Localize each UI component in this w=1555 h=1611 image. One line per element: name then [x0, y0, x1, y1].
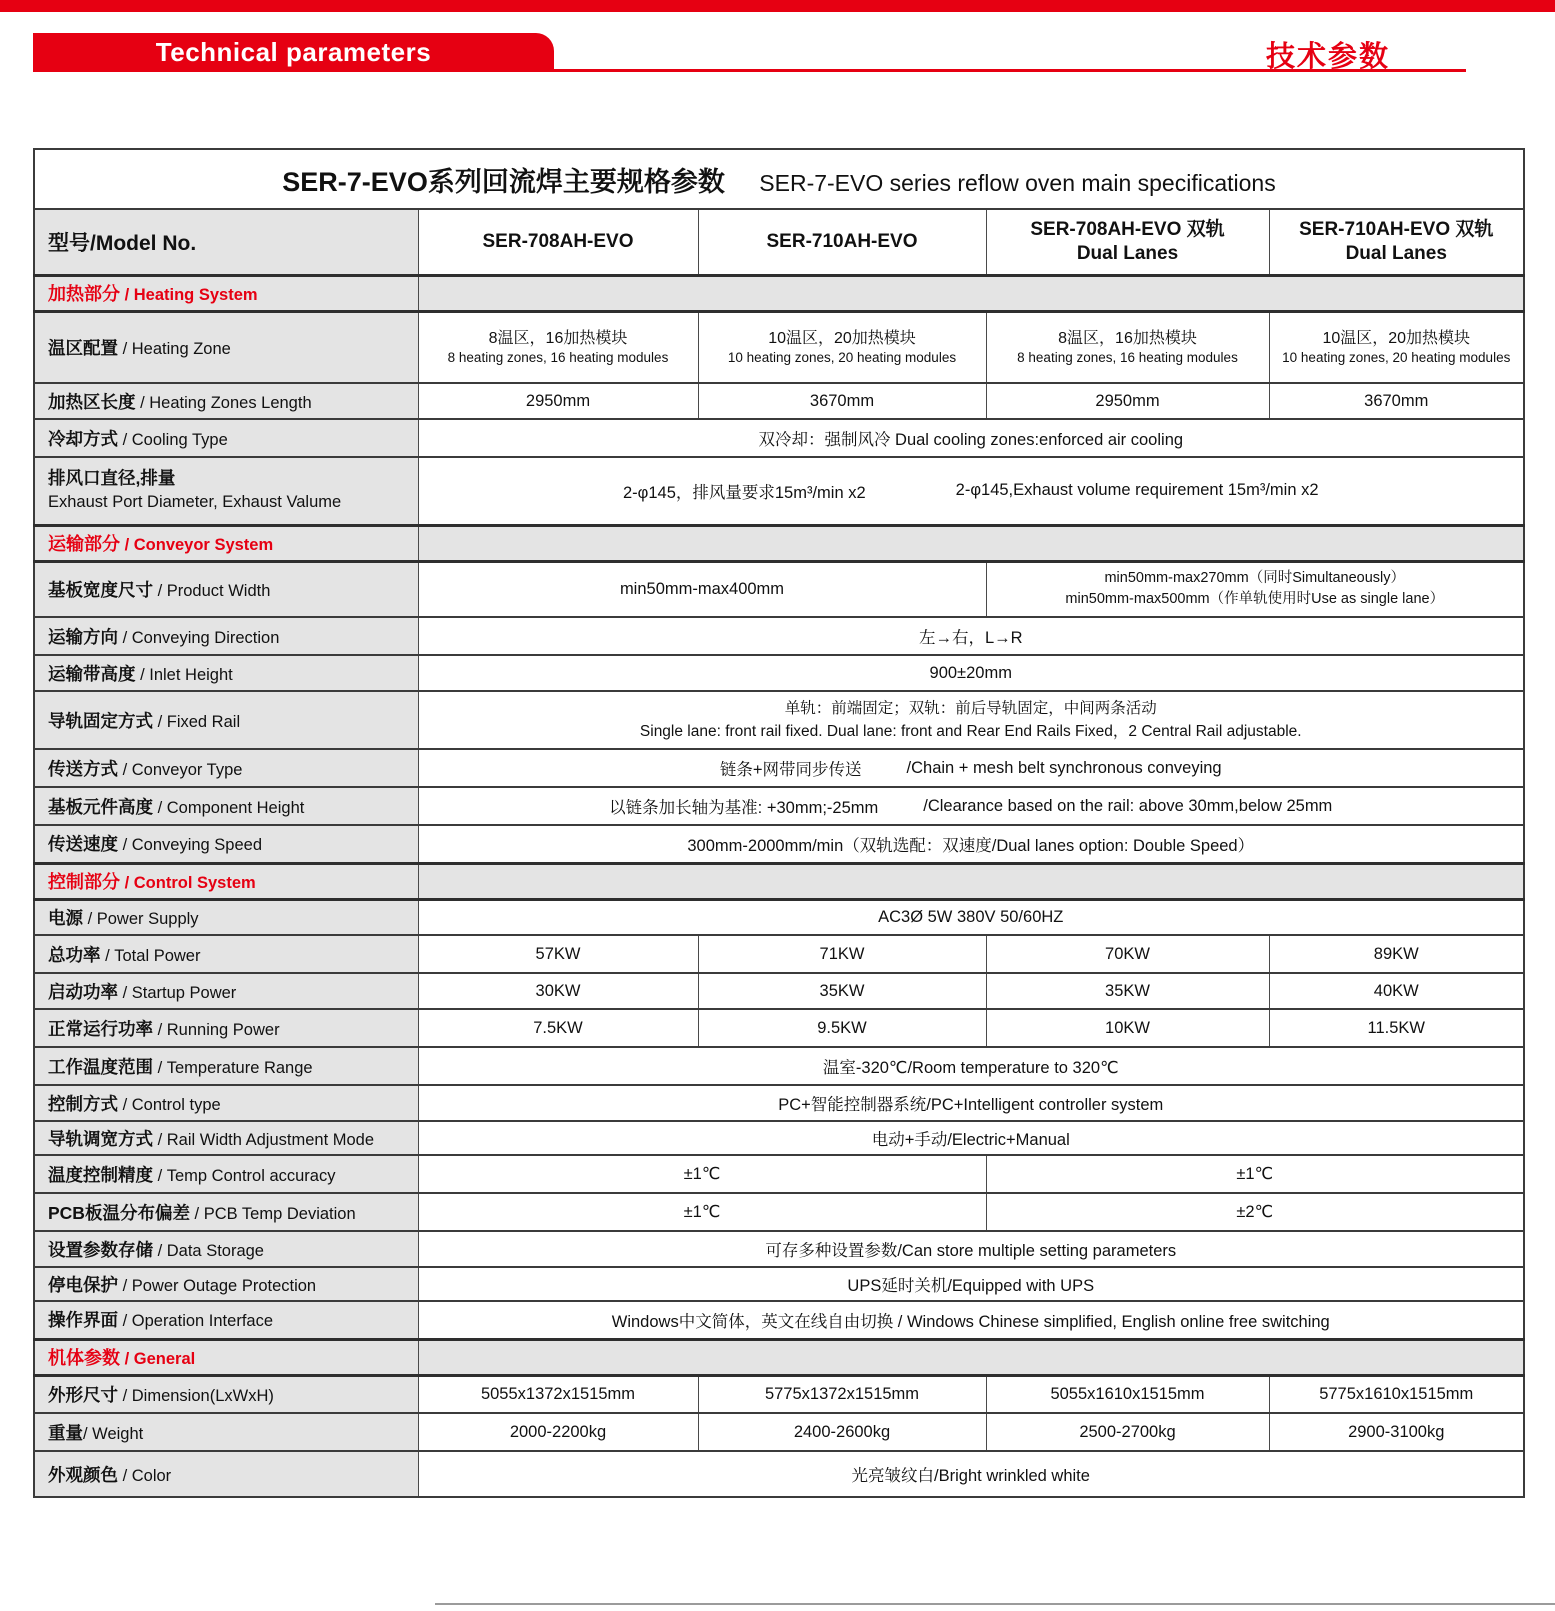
- spec-table: [33, 148, 1525, 1498]
- spec-label: [34, 1413, 418, 1451]
- spec-value-part: /Clearance based on the rail: above 30mm,below 25mm: [923, 796, 1333, 815]
- section-title-en: / General: [120, 1350, 196, 1368]
- spec-value: 30KW: [418, 973, 698, 1009]
- spec-value: 5775x1610x1515mm: [1269, 1375, 1524, 1413]
- section-title: [34, 275, 418, 311]
- spec-value: [418, 749, 1524, 787]
- spec-label-cn: PCB板温分布偏差: [48, 1202, 190, 1223]
- model-name-line: Dual Lanes: [1345, 242, 1447, 264]
- spec-label-en: / Data Storage: [153, 1241, 264, 1260]
- model-name-line: SER-708AH-EVO 双轨: [1030, 219, 1225, 240]
- spec-label-en: / Control type: [118, 1095, 221, 1114]
- spec-label-en: / Temp Control accuracy: [153, 1166, 336, 1185]
- tab-title-en: Technical parameters: [155, 37, 432, 67]
- spec-label-cn: 外形尺寸: [48, 1384, 118, 1405]
- spec-value: 89KW: [1269, 935, 1524, 973]
- spec-row-rail-width-adjustment-mode: [34, 1121, 1524, 1155]
- spec-row-power-supply: [34, 899, 1524, 935]
- section-title-cn: 机体参数: [48, 1348, 120, 1368]
- spec-value-line: 10温区，20加热模块: [1322, 330, 1471, 348]
- spec-value: PC+智能控制器系统/PC+Intelligent controller system: [418, 1085, 1524, 1121]
- spec-value: [418, 311, 698, 383]
- spec-label: [34, 617, 418, 655]
- spec-value: ±1℃: [418, 1155, 986, 1193]
- spec-row-cooling-type: [34, 419, 1524, 457]
- spec-label-en: / Color: [118, 1466, 172, 1485]
- spec-row-operation-interface: [34, 1301, 1524, 1339]
- spec-value: 71KW: [698, 935, 986, 973]
- spec-value: 35KW: [986, 973, 1269, 1009]
- spec-value: 11.5KW: [1269, 1009, 1524, 1047]
- spec-label-cn: 重量: [48, 1422, 83, 1443]
- spec-value: 5775x1372x1515mm: [698, 1375, 986, 1413]
- spec-row-control-type: [34, 1085, 1524, 1121]
- spec-value: 10KW: [986, 1009, 1269, 1047]
- spec-row-color: [34, 1451, 1524, 1497]
- spec-row-conveying-direction: [34, 617, 1524, 655]
- spec-label-cn: 加热区长度: [48, 391, 136, 412]
- table-title-cn: SER-7-EVO系列回流焊主要规格参数: [282, 166, 725, 197]
- spec-label-cn: 温区配置: [48, 337, 118, 358]
- spec-row-dimension-lxwxh: [34, 1375, 1524, 1413]
- section-tab: [33, 33, 554, 72]
- spec-label-en: / Power Supply: [83, 909, 199, 928]
- spec-label: [34, 655, 418, 691]
- spec-value: 3670mm: [1269, 383, 1524, 419]
- spec-value-line: 8 heating zones, 16 heating modules: [1017, 349, 1238, 365]
- spec-row-total-power: [34, 935, 1524, 973]
- section-title: [34, 525, 418, 561]
- section-title-en: / Heating System: [120, 286, 258, 304]
- model-column-header: [986, 209, 1269, 275]
- spec-label: [34, 935, 418, 973]
- spec-row-temp-control-accuracy: [34, 1155, 1524, 1193]
- model-column-header: [1269, 209, 1524, 275]
- spec-label-en: / Heating Zone: [118, 339, 231, 358]
- spec-label-en: / Operation Interface: [118, 1312, 274, 1331]
- spec-label: [34, 1085, 418, 1121]
- spec-label: [34, 1267, 418, 1301]
- table-title-en: SER-7-EVO series reflow oven main specifications: [759, 169, 1276, 196]
- spec-label: [34, 1047, 418, 1085]
- spec-value-line: 8温区，16加热模块: [488, 330, 628, 348]
- spec-row-temperature-range: [34, 1047, 1524, 1085]
- spec-row-conveying-speed: [34, 825, 1524, 863]
- spec-value: [418, 787, 1524, 825]
- spec-label: [34, 973, 418, 1009]
- spec-value: Windows中文简体，英文在线自由切换 / Windows Chinese simplified, English online free switching: [418, 1301, 1524, 1339]
- spec-label: [34, 1193, 418, 1231]
- spec-label-cn: 控制方式: [48, 1093, 118, 1114]
- spec-label-en: / Fixed Rail: [153, 712, 241, 731]
- spec-label-cn: 冷却方式: [48, 428, 118, 449]
- spec-label-cn: 正常运行功率: [48, 1018, 153, 1039]
- spec-label-cn: 操作界面: [48, 1310, 118, 1331]
- spec-row-weight: [34, 1413, 1524, 1451]
- spec-value-line: 单轨：前端固定；双轨：前后导轨固定，中间两条活动: [784, 699, 1157, 717]
- spec-value-line: 8温区，16加热模块: [1058, 330, 1197, 348]
- spec-label-cn: 导轨固定方式: [48, 710, 153, 731]
- model-no-label: 型号/Model No.: [34, 209, 418, 275]
- spec-label: [34, 825, 418, 863]
- section-title-en: / Conveyor System: [120, 536, 274, 554]
- spec-label-cn: 电源: [48, 907, 83, 928]
- spec-label: [34, 1451, 418, 1497]
- spec-label-en: / Product Width: [153, 581, 271, 600]
- spec-value: 2900-3100kg: [1269, 1413, 1524, 1451]
- spec-label: [34, 1375, 418, 1413]
- model-name-line: Dual Lanes: [1076, 242, 1179, 264]
- spec-value: 温室-320℃/Room temperature to 320℃: [418, 1047, 1524, 1085]
- spec-value: 35KW: [698, 973, 986, 1009]
- spec-value-part: 链条+网带同步传送: [719, 761, 862, 779]
- spec-label-cn: 运输方向: [48, 626, 118, 647]
- spec-label-cn: 温度控制精度: [48, 1164, 153, 1185]
- spec-label-en: / Power Outage Protection: [118, 1276, 317, 1295]
- spec-label-en: / Inlet Height: [135, 665, 233, 684]
- spec-value-part: 2-φ145，排风量要求15m³/min x2: [622, 483, 866, 502]
- spec-label: [34, 561, 418, 617]
- spec-value: 9.5KW: [698, 1009, 986, 1047]
- spec-label-en: / Heating Zones Length: [135, 393, 312, 412]
- spec-value: 2000-2200kg: [418, 1413, 698, 1451]
- spec-label-cn: 基板宽度尺寸: [48, 579, 153, 600]
- spec-label-en: / Conveyor Type: [118, 760, 243, 779]
- section-fill: [418, 525, 1524, 561]
- spec-label-en: Exhaust Port Diameter, Exhaust Valume: [48, 493, 342, 512]
- section-row-control-system: [34, 863, 1524, 899]
- spec-label-en: / Conveying Direction: [118, 628, 280, 647]
- spec-label-en: / Total Power: [100, 946, 201, 965]
- table-title-row: [34, 149, 1524, 209]
- spec-value: 双冷却：强制风冷 Dual cooling zones:enforced air cooling: [418, 419, 1524, 457]
- spec-value: 左→右，L→R: [418, 617, 1524, 655]
- spec-label: [34, 457, 418, 525]
- spec-row-pcb-temp-deviation: [34, 1193, 1524, 1231]
- section-title: [34, 1339, 418, 1375]
- spec-row-fixed-rail: [34, 691, 1524, 749]
- spec-value: 40KW: [1269, 973, 1524, 1009]
- spec-label-cn: 设置参数存储: [48, 1239, 153, 1260]
- spec-value-line: min50mm-max270mm（同时Simultaneously）: [1104, 569, 1406, 586]
- spec-value: [418, 457, 1524, 525]
- page-header: [0, 0, 1555, 72]
- spec-label-en: / Weight: [83, 1424, 144, 1443]
- model-name-line: SER-710AH-EVO: [766, 230, 918, 252]
- spec-value: 光亮皱纹白/Bright wrinkled white: [418, 1451, 1524, 1497]
- spec-value-line: min50mm-max500mm（作单轨使用时Use as single lane）: [1065, 591, 1445, 608]
- tab-title-cn: 技术参数: [1265, 41, 1390, 73]
- spec-value: 5055x1372x1515mm: [418, 1375, 698, 1413]
- spec-label-en: / Dimension(LxWxH): [118, 1386, 274, 1405]
- spec-value: ±1℃: [418, 1193, 986, 1231]
- spec-value: [1269, 311, 1524, 383]
- spec-value-part: /Chain + mesh belt synchronous conveying: [906, 758, 1222, 777]
- spec-value: 7.5KW: [418, 1009, 698, 1047]
- spec-row-startup-power: [34, 973, 1524, 1009]
- section-row-heating-system: [34, 275, 1524, 311]
- section-title-cn: 控制部分: [48, 872, 120, 892]
- spec-value: 2950mm: [986, 383, 1269, 419]
- spec-row-product-width: [34, 561, 1524, 617]
- spec-value-line: Single lane: front rail fixed. Dual lane: front and Rear End Rails Fixed，2 Central Rail adjustable.: [639, 723, 1302, 740]
- spec-row-heating-zone: [34, 311, 1524, 383]
- spec-label-en: / Conveying Speed: [118, 836, 263, 855]
- spec-label: [34, 383, 418, 419]
- spec-value-pair: [425, 794, 1518, 818]
- spec-value: 5055x1610x1515mm: [986, 1375, 1269, 1413]
- model-column-header: [418, 209, 698, 275]
- model-column-header: [698, 209, 986, 275]
- spec-row-heating-zones-length: [34, 383, 1524, 419]
- spec-label-cn: 传送速度: [48, 834, 118, 855]
- spec-label-cn: 外观颜色: [48, 1464, 118, 1485]
- section-title-cn: 运输部分: [48, 534, 120, 554]
- spec-label: [34, 749, 418, 787]
- spec-row-component-height: [34, 787, 1524, 825]
- spec-label-en: / Component Height: [153, 798, 305, 817]
- spec-label-en: / Temperature Range: [153, 1058, 313, 1077]
- spec-label-en: / Cooling Type: [118, 430, 228, 449]
- spec-label-cn: 排风口直径,排量: [48, 468, 176, 489]
- spec-value: 电动+手动/Electric+Manual: [418, 1121, 1524, 1155]
- spec-label-cn: 工作温度范围: [48, 1056, 153, 1077]
- spec-value-line: 8 heating zones, 16 heating modules: [447, 349, 669, 365]
- spec-label: [34, 787, 418, 825]
- spec-row-conveyor-type: [34, 749, 1524, 787]
- spec-value: 2950mm: [418, 383, 698, 419]
- spec-label: [34, 1231, 418, 1267]
- spec-label: [34, 1121, 418, 1155]
- spec-label-en: / Running Power: [153, 1020, 280, 1039]
- spec-label: [34, 419, 418, 457]
- spec-row-running-power: [34, 1009, 1524, 1047]
- spec-value: ±1℃: [986, 1155, 1524, 1193]
- spec-label-cn: 总功率: [48, 944, 101, 965]
- model-name-line: SER-708AH-EVO: [482, 230, 634, 252]
- spec-value-pair: [425, 479, 1518, 503]
- spec-value: [986, 311, 1269, 383]
- table-title: [34, 149, 1524, 209]
- spec-value-pair: [425, 756, 1518, 780]
- model-header-row: [34, 209, 1524, 275]
- spec-value: 2400-2600kg: [698, 1413, 986, 1451]
- spec-value: 70KW: [986, 935, 1269, 973]
- spec-value: 900±20mm: [418, 655, 1524, 691]
- section-fill: [418, 275, 1524, 311]
- spec-value: ±2℃: [986, 1193, 1524, 1231]
- spec-value: 3670mm: [698, 383, 986, 419]
- spec-row-exhaust-port-diameter-exhaust-valume: [34, 457, 1524, 525]
- spec-row-inlet-height: [34, 655, 1524, 691]
- spec-label: [34, 1301, 418, 1339]
- spec-label-cn: 传送方式: [48, 758, 118, 779]
- spec-value-line: 10 heating zones, 20 heating modules: [727, 349, 957, 365]
- spec-value: [698, 311, 986, 383]
- spec-value: 可存多种设置参数/Can store multiple setting parameters: [418, 1231, 1524, 1267]
- spec-value: [418, 691, 1524, 749]
- spec-value-part: 以链条加长轴为基准: +30mm;-25mm: [609, 799, 879, 817]
- spec-label: [34, 1009, 418, 1047]
- spec-label-en: / Rail Width Adjustment Mode: [153, 1130, 375, 1149]
- spec-label-cn: 启动功率: [48, 981, 118, 1002]
- model-name-line: SER-710AH-EVO 双轨: [1299, 219, 1494, 240]
- spec-value: 300mm-2000mm/min（双轨选配：双速度/Dual lanes option: Double Speed）: [418, 825, 1524, 863]
- spec-value: AC3Ø 5W 380V 50/60HZ: [418, 899, 1524, 935]
- spec-label-cn: 运输带高度: [48, 663, 136, 684]
- section-title-cn: 加热部分: [48, 284, 120, 304]
- spec-value: min50mm-max400mm: [418, 561, 986, 617]
- spec-label-en: / PCB Temp Deviation: [189, 1204, 356, 1223]
- spec-label-cn: 导轨调宽方式: [48, 1128, 153, 1149]
- spec-row-power-outage-protection: [34, 1267, 1524, 1301]
- spec-value: UPS延时关机/Equipped with UPS: [418, 1267, 1524, 1301]
- section-fill: [418, 863, 1524, 899]
- spec-value: 57KW: [418, 935, 698, 973]
- spec-value: [986, 561, 1524, 617]
- spec-label-en: / Startup Power: [118, 983, 237, 1002]
- spec-label-cn: 基板元件高度: [48, 796, 153, 817]
- spec-value-line: 10 heating zones, 20 heating modules: [1282, 349, 1511, 365]
- section-fill: [418, 1339, 1524, 1375]
- spec-label: [34, 691, 418, 749]
- spec-value-part: 2-φ145,Exhaust volume requirement 15m³/min x2: [955, 481, 1319, 500]
- spec-label: [34, 899, 418, 935]
- section-title-en: / Control System: [120, 874, 256, 892]
- spec-label: [34, 311, 418, 383]
- spec-label-cn: 停电保护: [48, 1274, 118, 1295]
- spec-label: [34, 1155, 418, 1193]
- section-row-conveyor-system: [34, 525, 1524, 561]
- spec-row-data-storage: [34, 1231, 1524, 1267]
- spec-value: 2500-2700kg: [986, 1413, 1269, 1451]
- bottom-divider: [435, 1603, 1555, 1605]
- section-row-general: [34, 1339, 1524, 1375]
- spec-value-line: 10温区，20加热模块: [768, 330, 916, 348]
- section-title: [34, 863, 418, 899]
